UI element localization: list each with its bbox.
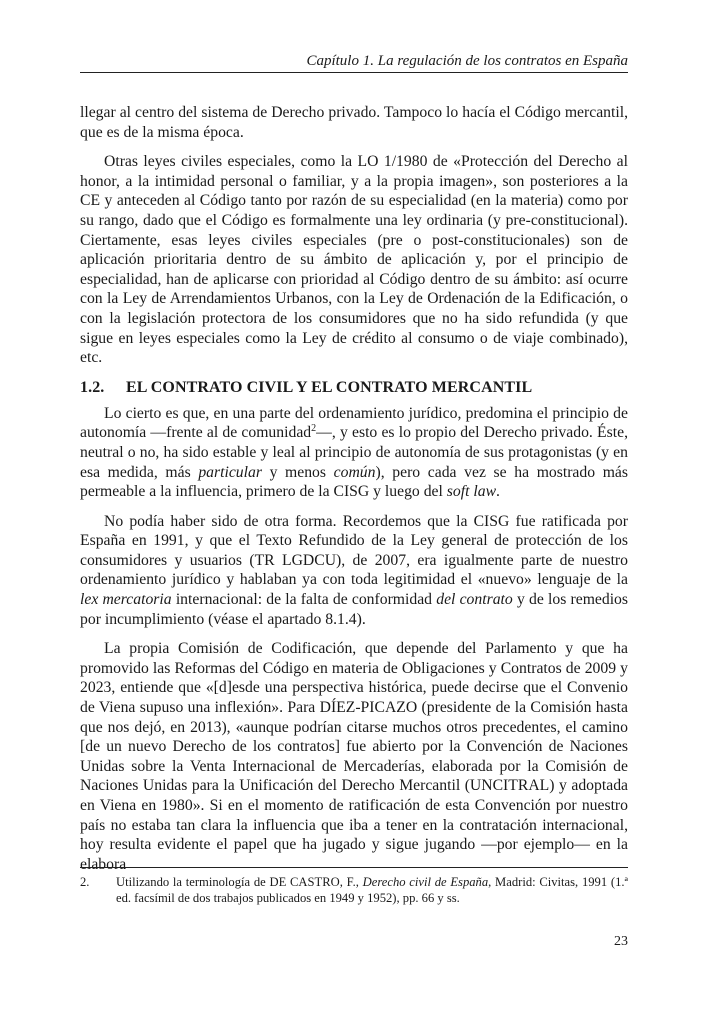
text-run: Lo cierto es que, en una parte del ordenamiento jurídico, predomina el principio de autonomía —frente al de comunidad [80,404,628,442]
header-rule [80,72,628,73]
footnote-rule [80,867,628,868]
page-number: 23 [614,934,628,949]
text-run: No podía haber sido de otra forma. Recordemos que la CISG fue ratificada por España en 1991, y que el Texto Refundido de la Ley general de protección de los consumidores y usuarios (TR LGDCU), de 2007, era igualmente parte de nuestro ordenamiento jurídico y hablaban ya con toda legitimidad el «nuevo» lenguaje de la [80,512,628,589]
paragraph-autonomy [80,404,628,502]
italic-term: Derecho civil de España [362,875,489,889]
italic-term: común [333,463,376,481]
text-run: . [496,483,500,501]
footnote [80,874,628,906]
text-run: y de los remedios por incumplimiento (véase el apartado 8.1.4). [80,591,629,628]
footnote-number: 2. [80,875,90,889]
paragraph-special-laws: Otras leyes civiles especiales, como la LO 1/1980 de «Protección del Derecho al honor, a la intimidad personal o familiar, y a la propia imagen», son posteriores a la CE y anteceden al Código tanto por razón de su especialidad (en la materia) como por su rango, dado que el Código es formalmente una ley ordinaria (y pre-constitucional). Ciertamente, esas leyes civiles especiales (pre o post-constitucionales) son de aplicación prioritaria dentro de su ámbito de aplicación y, por el principio de especialidad, han de aplicarse con prioridad al Código dentro de su ámbito: así ocurre con la Ley de Arrendamientos Urbanos, con la Ley de Ordenación de la Edificación, o con la legislación protectora de los consumidores que no ha sido refundida (y que sigue en leyes especiales como la Ley de crédito al consumo o de viaje combinado), etc. [80,153,628,367]
paragraph-cisg [80,512,628,630]
text-run: , Madrid: Civitas, 1991 (1.ª ed. facsímil de dos trabajos publicados en 1949 y 1952), pp. 66 y ss. [116,875,628,905]
paragraph-codification-commission: La propia Comisión de Codificación, que depende del Parlamento y que ha promovido las Reformas del Código en materia de Obligaciones y Contratos de 2009 y 2023, entiende que «[d]esde una perspectiva histórica, puede decirse que el Convenio de Viena supuso una inflexión». Para DÍEZ-PICAZO (presidente de la Comisión hasta que nos dejó, en 2013), «aunque podrían citarse muchos otros precedentes, el camino [de un nuevo Derecho de los contratos] fue abierto por la Convención de Naciones Unidas sobre la Venta Internacional de Mercaderías, elaborada por la Comisión de Naciones Unidas para la Unificación del Derecho Mercantil (UNCITRAL) y adoptada en Viena en 1980». Si en el momento de ratificación de esta Convención por nuestro país no estaba tan clara la influencia que iba a tener en la contratación internacional, hoy resulta evidente el papel que ha jugado y sigue jugando —por ejemplo— en la elabora [80,640,628,873]
italic-term: lex mercatoria [80,591,172,609]
section-number: 1.2. [80,378,105,396]
footnote-reference[interactable]: 2 [311,423,317,435]
section-title: EL CONTRATO CIVIL Y EL CONTRATO MERCANTIL [126,378,533,396]
italic-term: particular [198,463,262,481]
italic-term: del contrato [436,591,513,609]
running-header: Capítulo 1. La regulación de los contratos en España [306,53,628,69]
text-run: internacional: de la falta de conformidad [171,591,437,609]
text-run: ), pero cada vez se ha mostrado más permeable a la influencia, primero de la CISG y luego del [80,463,628,501]
text-run: —, y esto es lo propio del Derecho privado. Éste, neutral o no, ha sido estable y leal al principio de autonomía de sus protagonistas (y en esa medida, más [80,424,628,481]
footnote-text [116,874,628,906]
text-run: y menos [261,463,334,481]
paragraph-continuation: llegar al centro del sistema de Derecho privado. Tampoco lo hacía el Código mercantil, que es de la misma época. [80,104,628,141]
section-heading [80,378,628,398]
italic-term: soft law [446,483,497,501]
text-run: Utilizando la terminología de DE CASTRO, F., [116,875,363,889]
body-text [80,103,628,884]
